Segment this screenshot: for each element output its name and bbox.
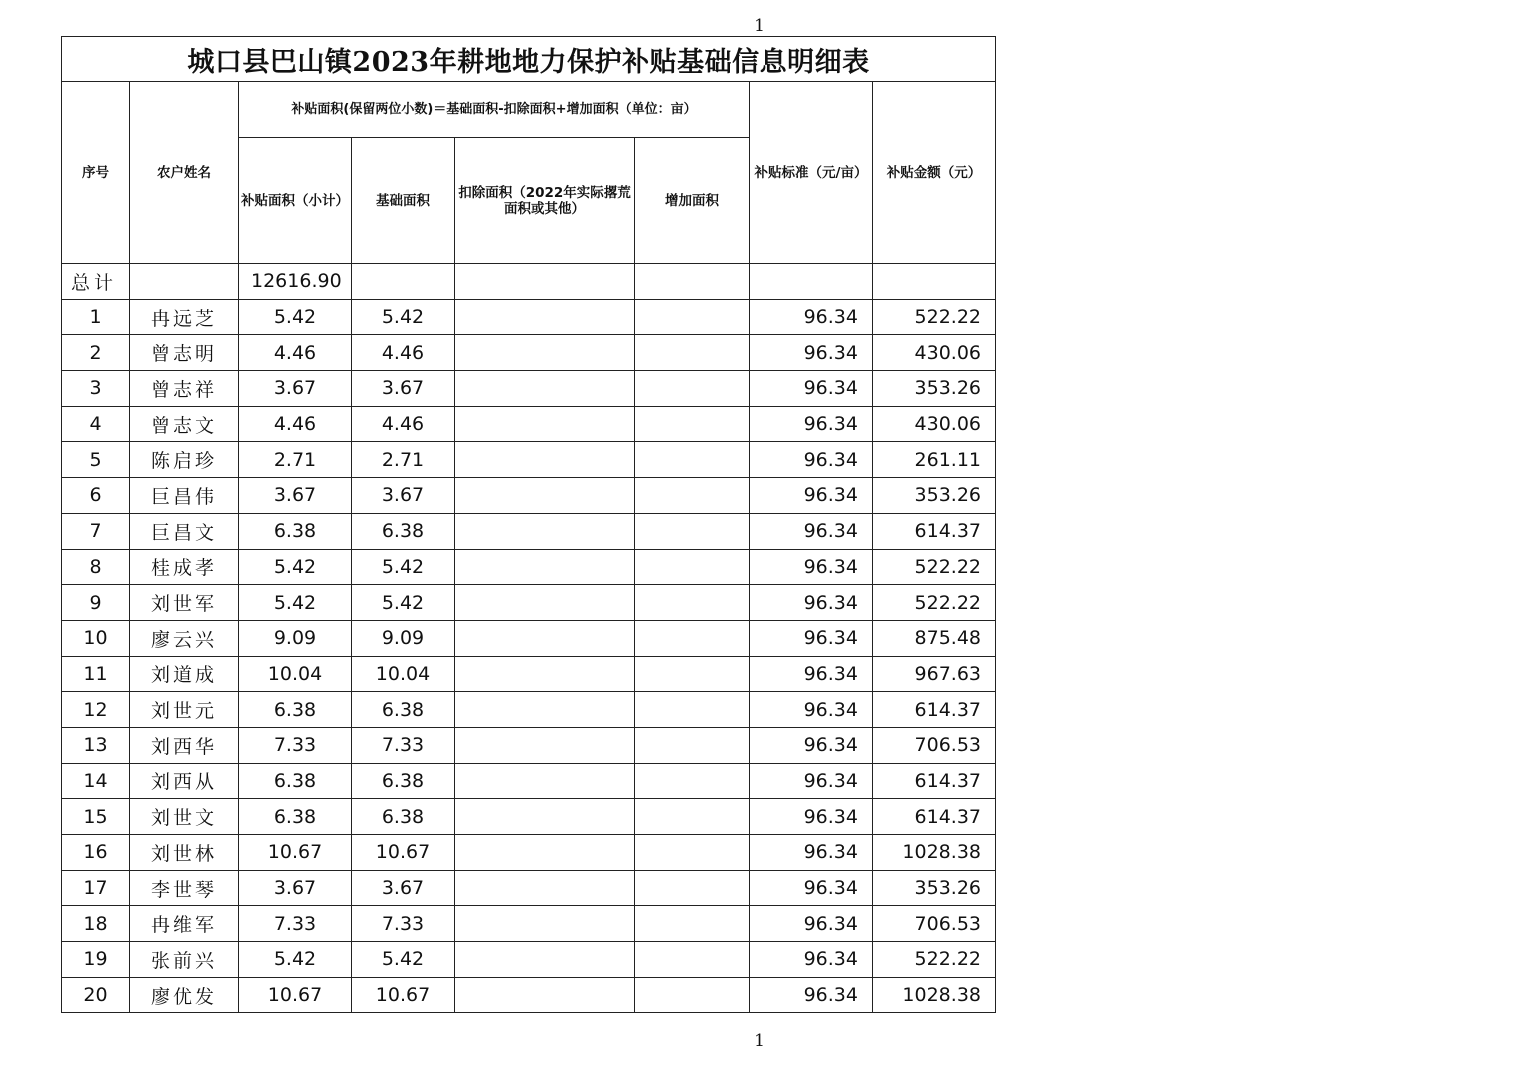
cell-name: 刘世军 bbox=[130, 585, 239, 621]
cell-amount: 430.06 bbox=[873, 335, 996, 371]
cell-add bbox=[635, 478, 750, 514]
cell-name: 刘世林 bbox=[130, 835, 239, 871]
table-row bbox=[62, 763, 996, 799]
table-row bbox=[62, 299, 996, 335]
cell-add bbox=[635, 727, 750, 763]
cell-deduct bbox=[455, 727, 635, 763]
cell-seq: 15 bbox=[62, 799, 130, 835]
cell-amount: 614.37 bbox=[873, 692, 996, 728]
page-number-top: 1 bbox=[754, 16, 765, 36]
cell-base: 10.04 bbox=[352, 656, 455, 692]
cell-add bbox=[635, 513, 750, 549]
cell-standard: 96.34 bbox=[750, 478, 873, 514]
cell-deduct bbox=[455, 299, 635, 335]
cell-standard: 96.34 bbox=[750, 977, 873, 1013]
cell-deduct bbox=[455, 977, 635, 1013]
table-row bbox=[62, 906, 996, 942]
cell-add bbox=[635, 335, 750, 371]
cell-subtotal: 3.67 bbox=[239, 870, 352, 906]
cell-subtotal: 10.67 bbox=[239, 977, 352, 1013]
cell-base: 10.67 bbox=[352, 977, 455, 1013]
table-row bbox=[62, 727, 996, 763]
cell-name: 刘世文 bbox=[130, 799, 239, 835]
cell-add bbox=[635, 835, 750, 871]
table-row bbox=[62, 478, 996, 514]
cell-subtotal: 2.71 bbox=[239, 442, 352, 478]
cell-subtotal: 10.04 bbox=[239, 656, 352, 692]
cell-standard: 96.34 bbox=[750, 620, 873, 656]
cell-standard: 96.34 bbox=[750, 335, 873, 371]
header-seq: 序号 bbox=[62, 82, 130, 264]
cell-deduct bbox=[455, 335, 635, 371]
cell-deduct bbox=[455, 870, 635, 906]
cell-seq: 14 bbox=[62, 763, 130, 799]
cell-amount: 430.06 bbox=[873, 406, 996, 442]
cell-amount: 875.48 bbox=[873, 620, 996, 656]
cell-deduct bbox=[455, 406, 635, 442]
cell-base: 9.09 bbox=[352, 620, 455, 656]
cell-amount: 706.53 bbox=[873, 727, 996, 763]
header-standard: 补贴标准（元/亩） bbox=[750, 82, 873, 264]
cell-name: 刘西华 bbox=[130, 727, 239, 763]
cell-standard: 96.34 bbox=[750, 942, 873, 978]
cell-amount: 353.26 bbox=[873, 371, 996, 407]
cell-base: 6.38 bbox=[352, 692, 455, 728]
cell-subtotal: 6.38 bbox=[239, 692, 352, 728]
cell-name: 巨昌伟 bbox=[130, 478, 239, 514]
cell-seq: 1 bbox=[62, 299, 130, 335]
cell-amount: 522.22 bbox=[873, 942, 996, 978]
cell-amount: 1028.38 bbox=[873, 835, 996, 871]
header-name: 农户姓名 bbox=[130, 82, 239, 264]
table-row bbox=[62, 835, 996, 871]
cell-amount: 353.26 bbox=[873, 870, 996, 906]
cell-seq: 16 bbox=[62, 835, 130, 871]
table-row bbox=[62, 513, 996, 549]
cell-subtotal: 7.33 bbox=[239, 727, 352, 763]
cell-seq: 6 bbox=[62, 478, 130, 514]
cell-add bbox=[635, 442, 750, 478]
cell-name: 刘道成 bbox=[130, 656, 239, 692]
subsidy-sheet bbox=[61, 36, 996, 1013]
cell-add bbox=[635, 656, 750, 692]
cell-subtotal: 5.42 bbox=[239, 549, 352, 585]
cell-seq: 11 bbox=[62, 656, 130, 692]
cell-amount: 522.22 bbox=[873, 549, 996, 585]
total-standard-cell bbox=[750, 264, 873, 300]
total-add-cell bbox=[635, 264, 750, 300]
cell-subtotal: 10.67 bbox=[239, 835, 352, 871]
cell-base: 6.38 bbox=[352, 763, 455, 799]
total-subtotal: 12616.90 bbox=[239, 264, 352, 300]
table-row bbox=[62, 942, 996, 978]
total-deduct-cell bbox=[455, 264, 635, 300]
cell-deduct bbox=[455, 835, 635, 871]
table-title: 城口县巴山镇2023年耕地地力保护补贴基础信息明细表 bbox=[62, 37, 996, 82]
cell-name: 曾志明 bbox=[130, 335, 239, 371]
cell-amount: 1028.38 bbox=[873, 977, 996, 1013]
cell-name: 廖云兴 bbox=[130, 620, 239, 656]
total-label: 总计 bbox=[62, 264, 130, 300]
cell-base: 3.67 bbox=[352, 371, 455, 407]
cell-standard: 96.34 bbox=[750, 585, 873, 621]
cell-base: 3.67 bbox=[352, 478, 455, 514]
table-row bbox=[62, 692, 996, 728]
cell-base: 3.67 bbox=[352, 870, 455, 906]
cell-standard: 96.34 bbox=[750, 513, 873, 549]
cell-name: 冉维军 bbox=[130, 906, 239, 942]
cell-seq: 20 bbox=[62, 977, 130, 1013]
cell-name: 刘西从 bbox=[130, 763, 239, 799]
cell-base: 5.42 bbox=[352, 299, 455, 335]
cell-name: 冉远芝 bbox=[130, 299, 239, 335]
cell-standard: 96.34 bbox=[750, 870, 873, 906]
cell-standard: 96.34 bbox=[750, 656, 873, 692]
cell-add bbox=[635, 799, 750, 835]
cell-subtotal: 5.42 bbox=[239, 942, 352, 978]
cell-deduct bbox=[455, 585, 635, 621]
cell-add bbox=[635, 406, 750, 442]
cell-standard: 96.34 bbox=[750, 442, 873, 478]
header-area-group: 补贴面积(保留两位小数)＝基础面积-扣除面积+增加面积（单位：亩） bbox=[239, 82, 750, 138]
cell-add bbox=[635, 585, 750, 621]
cell-deduct bbox=[455, 656, 635, 692]
cell-add bbox=[635, 763, 750, 799]
cell-standard: 96.34 bbox=[750, 692, 873, 728]
table-row bbox=[62, 870, 996, 906]
cell-add bbox=[635, 942, 750, 978]
cell-standard: 96.34 bbox=[750, 799, 873, 835]
cell-seq: 8 bbox=[62, 549, 130, 585]
cell-deduct bbox=[455, 692, 635, 728]
total-name-cell bbox=[130, 264, 239, 300]
cell-subtotal: 4.46 bbox=[239, 335, 352, 371]
cell-add bbox=[635, 371, 750, 407]
cell-seq: 2 bbox=[62, 335, 130, 371]
page-number-bottom: 1 bbox=[754, 1031, 765, 1051]
cell-seq: 19 bbox=[62, 942, 130, 978]
cell-subtotal: 6.38 bbox=[239, 513, 352, 549]
cell-name: 刘世元 bbox=[130, 692, 239, 728]
cell-deduct bbox=[455, 371, 635, 407]
cell-base: 7.33 bbox=[352, 906, 455, 942]
cell-amount: 967.63 bbox=[873, 656, 996, 692]
cell-add bbox=[635, 299, 750, 335]
cell-amount: 522.22 bbox=[873, 585, 996, 621]
cell-base: 2.71 bbox=[352, 442, 455, 478]
cell-amount: 614.37 bbox=[873, 763, 996, 799]
cell-add bbox=[635, 692, 750, 728]
subsidy-table bbox=[61, 36, 996, 1013]
header-add: 增加面积 bbox=[635, 138, 750, 264]
cell-standard: 96.34 bbox=[750, 763, 873, 799]
cell-amount: 614.37 bbox=[873, 513, 996, 549]
table-row bbox=[62, 371, 996, 407]
cell-name: 曾志祥 bbox=[130, 371, 239, 407]
cell-subtotal: 6.38 bbox=[239, 799, 352, 835]
cell-deduct bbox=[455, 799, 635, 835]
cell-standard: 96.34 bbox=[750, 727, 873, 763]
cell-standard: 96.34 bbox=[750, 406, 873, 442]
cell-seq: 17 bbox=[62, 870, 130, 906]
cell-base: 6.38 bbox=[352, 799, 455, 835]
cell-subtotal: 3.67 bbox=[239, 478, 352, 514]
cell-add bbox=[635, 549, 750, 585]
cell-seq: 4 bbox=[62, 406, 130, 442]
cell-name: 陈启珍 bbox=[130, 442, 239, 478]
cell-base: 7.33 bbox=[352, 727, 455, 763]
table-row bbox=[62, 620, 996, 656]
header-deduct: 扣除面积（2022年实际撂荒面积或其他） bbox=[455, 138, 635, 264]
cell-amount: 522.22 bbox=[873, 299, 996, 335]
cell-base: 5.42 bbox=[352, 549, 455, 585]
cell-base: 5.42 bbox=[352, 942, 455, 978]
cell-seq: 9 bbox=[62, 585, 130, 621]
cell-name: 李世琴 bbox=[130, 870, 239, 906]
header-base: 基础面积 bbox=[352, 138, 455, 264]
table-row bbox=[62, 799, 996, 835]
cell-base: 4.46 bbox=[352, 406, 455, 442]
cell-add bbox=[635, 620, 750, 656]
cell-add bbox=[635, 870, 750, 906]
cell-amount: 353.26 bbox=[873, 478, 996, 514]
table-row bbox=[62, 656, 996, 692]
cell-amount: 614.37 bbox=[873, 799, 996, 835]
cell-name: 廖优发 bbox=[130, 977, 239, 1013]
cell-standard: 96.34 bbox=[750, 906, 873, 942]
cell-amount: 261.11 bbox=[873, 442, 996, 478]
cell-seq: 7 bbox=[62, 513, 130, 549]
cell-add bbox=[635, 906, 750, 942]
cell-name: 巨昌文 bbox=[130, 513, 239, 549]
cell-standard: 96.34 bbox=[750, 835, 873, 871]
header-amount: 补贴金额（元） bbox=[873, 82, 996, 264]
cell-subtotal: 5.42 bbox=[239, 585, 352, 621]
cell-subtotal: 4.46 bbox=[239, 406, 352, 442]
table-row bbox=[62, 406, 996, 442]
table-row bbox=[62, 585, 996, 621]
cell-deduct bbox=[455, 549, 635, 585]
cell-add bbox=[635, 977, 750, 1013]
total-row bbox=[62, 264, 996, 300]
cell-subtotal: 6.38 bbox=[239, 763, 352, 799]
cell-seq: 13 bbox=[62, 727, 130, 763]
table-row bbox=[62, 442, 996, 478]
cell-name: 桂成孝 bbox=[130, 549, 239, 585]
total-base-cell bbox=[352, 264, 455, 300]
cell-subtotal: 3.67 bbox=[239, 371, 352, 407]
total-amount-cell bbox=[873, 264, 996, 300]
table-row bbox=[62, 977, 996, 1013]
table-row bbox=[62, 335, 996, 371]
cell-seq: 5 bbox=[62, 442, 130, 478]
cell-deduct bbox=[455, 906, 635, 942]
cell-deduct bbox=[455, 763, 635, 799]
cell-deduct bbox=[455, 942, 635, 978]
cell-deduct bbox=[455, 620, 635, 656]
cell-subtotal: 9.09 bbox=[239, 620, 352, 656]
cell-base: 6.38 bbox=[352, 513, 455, 549]
cell-base: 5.42 bbox=[352, 585, 455, 621]
cell-base: 4.46 bbox=[352, 335, 455, 371]
cell-seq: 10 bbox=[62, 620, 130, 656]
cell-amount: 706.53 bbox=[873, 906, 996, 942]
cell-base: 10.67 bbox=[352, 835, 455, 871]
cell-name: 张前兴 bbox=[130, 942, 239, 978]
cell-standard: 96.34 bbox=[750, 371, 873, 407]
cell-deduct bbox=[455, 442, 635, 478]
cell-deduct bbox=[455, 478, 635, 514]
cell-subtotal: 7.33 bbox=[239, 906, 352, 942]
cell-deduct bbox=[455, 513, 635, 549]
cell-subtotal: 5.42 bbox=[239, 299, 352, 335]
cell-standard: 96.34 bbox=[750, 299, 873, 335]
cell-seq: 3 bbox=[62, 371, 130, 407]
cell-seq: 12 bbox=[62, 692, 130, 728]
table-row bbox=[62, 549, 996, 585]
cell-standard: 96.34 bbox=[750, 549, 873, 585]
header-subtotal: 补贴面积（小计） bbox=[239, 138, 352, 264]
cell-seq: 18 bbox=[62, 906, 130, 942]
cell-name: 曾志文 bbox=[130, 406, 239, 442]
